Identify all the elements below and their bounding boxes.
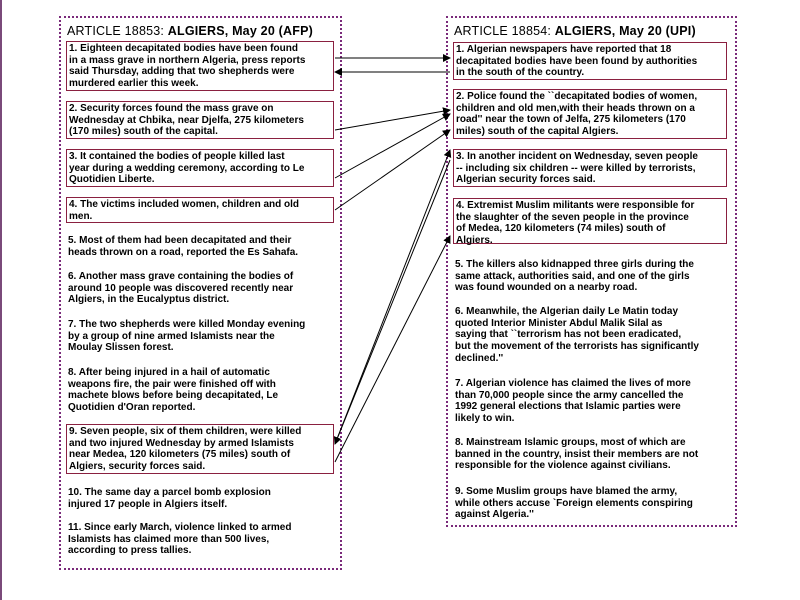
paragraph-line: and two injured Wednesday by armed Islamists (69, 437, 294, 449)
paragraph-line: decapitated bodies have been found by authorities (456, 55, 698, 67)
alignment-arrow (335, 160, 450, 444)
paragraph-line: year during a wedding ceremony, according to Le (69, 162, 305, 174)
afp-paragraph-8 (66, 366, 334, 416)
paragraph-line: around 10 people was discovered recently near (68, 282, 294, 294)
article-dateline: ALGIERS, May 20 (UPI) (554, 24, 696, 38)
paragraph-line: murdered earlier this week. (69, 78, 199, 90)
paragraph-line: quoted Interior Minister Abdul Malik Silal as (455, 317, 663, 329)
afp-paragraph-3 (66, 149, 334, 187)
paragraph-line: 9. Seven people, six of them children, were killed (69, 426, 302, 437)
paragraph-line: Moulay Slissen forest. (68, 342, 174, 354)
paragraph-line: -- including six children -- were killed by terrorists, (456, 162, 696, 174)
paragraph-line: 11. Since early March, violence linked to armed (68, 522, 292, 533)
paragraph-line: weapons fire, the pair were finished off with (68, 378, 276, 390)
paragraph-line: 9. Some Muslim groups have blamed the army, (455, 486, 678, 497)
alignment-arrow (335, 236, 450, 462)
paragraph-line: 8. After being injured in a hail of automatic (68, 367, 270, 378)
afp-paragraph-1 (66, 41, 334, 91)
paragraph-line: according to press tallies. (68, 545, 192, 557)
paragraph-line: Islamists has claimed more than 500 lives, (68, 533, 270, 545)
paragraph-line: miles) south of the capital Algiers. (456, 126, 619, 138)
afp-paragraph-7 (66, 318, 334, 356)
paragraph-line: men. (69, 210, 93, 222)
alignment-arrow (335, 150, 450, 444)
upi-paragraph-6 (453, 305, 727, 367)
paragraph-line: 7. Algerian violence has claimed the lives of more (455, 378, 691, 389)
paragraph-line: Algiers, in the Eucalyptus district. (68, 294, 230, 306)
afp-paragraph-2 (66, 101, 334, 139)
paragraph-line: injured 17 people in Algiers itself. (68, 498, 228, 510)
afp-paragraph-10 (66, 486, 334, 512)
upi-paragraph-9 (453, 485, 727, 523)
paragraph-line: Algiers, security forces said. (69, 461, 206, 473)
paragraph-line: said Thursday, adding that two shepherds were (69, 66, 295, 78)
paragraph-line: was found wounded on a nearby road. (455, 282, 638, 294)
paragraph-line: while others accuse `Foreign elements conspiring (455, 497, 693, 509)
upi-paragraph-7 (453, 377, 727, 427)
paragraph-line: responsible for the violence against civilians. (455, 460, 671, 472)
paragraph-line: by a group of nine armed Islamists near the (68, 330, 275, 342)
paragraph-line: 10. The same day a parcel bomb explosion (68, 487, 271, 498)
paragraph-line: road'' near the town of Jelfa, 275 kilometers (170 (456, 114, 686, 126)
paragraph-line: 4. The victims included women, children and old (69, 199, 300, 210)
paragraph-line: 8. Mainstream Islamic groups, most of which are (455, 437, 686, 448)
article-header-afp (67, 24, 336, 38)
upi-paragraph-4 (453, 198, 727, 247)
paragraph-line: but the movement of the terrorists has significantly (455, 341, 699, 353)
upi-paragraph-3 (453, 149, 727, 187)
paragraph-line: heads thrown on a road, reported the Es Sahafa. (68, 246, 299, 258)
paragraph-line: than 70,000 people since the army cancelled the (455, 389, 684, 401)
paragraph-line: near Medea, 120 kilometers (75 miles) south of (69, 449, 291, 461)
paragraph-line: 6. Another mass grave containing the bodies of (68, 271, 294, 282)
paragraph-line: against Algeria.'' (455, 509, 534, 521)
paragraph-line: 7. The two shepherds were killed Monday evening (68, 319, 306, 330)
paragraph-line: (170 miles) south of the capital. (69, 126, 218, 138)
paragraph-line: Algerian security forces said. (456, 174, 596, 186)
paragraph-line: in the south of the country. (456, 67, 585, 79)
paragraph-line: 3. In another incident on Wednesday, seven people (456, 151, 698, 162)
paragraph-line: 3. It contained the bodies of people killed last (69, 151, 285, 162)
paragraph-line: the slaughter of the seven people in the province (456, 211, 689, 223)
upi-paragraph-1 (453, 42, 727, 80)
paragraph-line: likely to win. (455, 413, 515, 425)
paragraph-line: Algiers. (456, 235, 493, 247)
alignment-arrow (335, 130, 450, 210)
paragraph-line: of Medea, 120 kilometers (74 miles) south of (456, 223, 666, 235)
paragraph-line: 6. Meanwhile, the Algerian daily Le Matin today (455, 306, 679, 317)
paragraph-line: Quotidien d'Oran reported. (68, 402, 196, 414)
paragraph-line: in a mass grave in northern Algeria, press reports (69, 54, 306, 66)
paragraph-line: 1. Eighteen decapitated bodies have been found (69, 43, 298, 54)
article-dateline: ALGIERS, May 20 (AFP) (167, 24, 313, 38)
paragraph-line: Quotidien Liberte. (69, 174, 155, 186)
alignment-arrow (335, 114, 450, 178)
afp-paragraph-5 (66, 234, 334, 260)
paragraph-line: 1. Algerian newspapers have reported that 18 (456, 44, 672, 55)
upi-paragraph-2 (453, 89, 727, 139)
paragraph-line: declined.'' (455, 352, 504, 364)
paragraph-line: 1992 general elections that Islamic parties were (455, 401, 681, 413)
article-id: ARTICLE 18853: (67, 24, 165, 38)
article-id: ARTICLE 18854: (454, 24, 552, 38)
upi-paragraph-5 (453, 258, 727, 296)
paragraph-line: machete blows before being decapitated, Le (68, 390, 279, 402)
afp-paragraph-4 (66, 197, 334, 223)
paragraph-line: Wednesday at Chbika, near Djelfa, 275 kilometers (69, 114, 304, 126)
afp-paragraph-9 (66, 424, 334, 474)
paragraph-line: 5. Most of them had been decapitated and their (68, 235, 292, 246)
paragraph-line: saying that ``terrorism has not been eradicated, (455, 329, 682, 341)
article-header-upi (454, 24, 731, 38)
paragraph-line: same attack, authorities said, and one of the girls (455, 270, 690, 282)
paragraph-line: 5. The killers also kidnapped three girls during the (455, 259, 694, 270)
window-left-edge (0, 0, 2, 600)
afp-paragraph-11 (66, 521, 334, 559)
paragraph-line: children and old men,with their heads thrown on a (456, 102, 695, 114)
paragraph-line: 2. Police found the ``decapitated bodies of women, (456, 91, 698, 102)
afp-paragraph-6 (66, 270, 334, 308)
paragraph-line: 4. Extremist Muslim militants were responsible for (456, 200, 695, 211)
alignment-arrow (335, 110, 450, 130)
paragraph-line: banned in the country, insist their members are not (455, 448, 699, 460)
paragraph-line: 2. Security forces found the mass grave on (69, 103, 274, 114)
upi-paragraph-8 (453, 436, 727, 474)
